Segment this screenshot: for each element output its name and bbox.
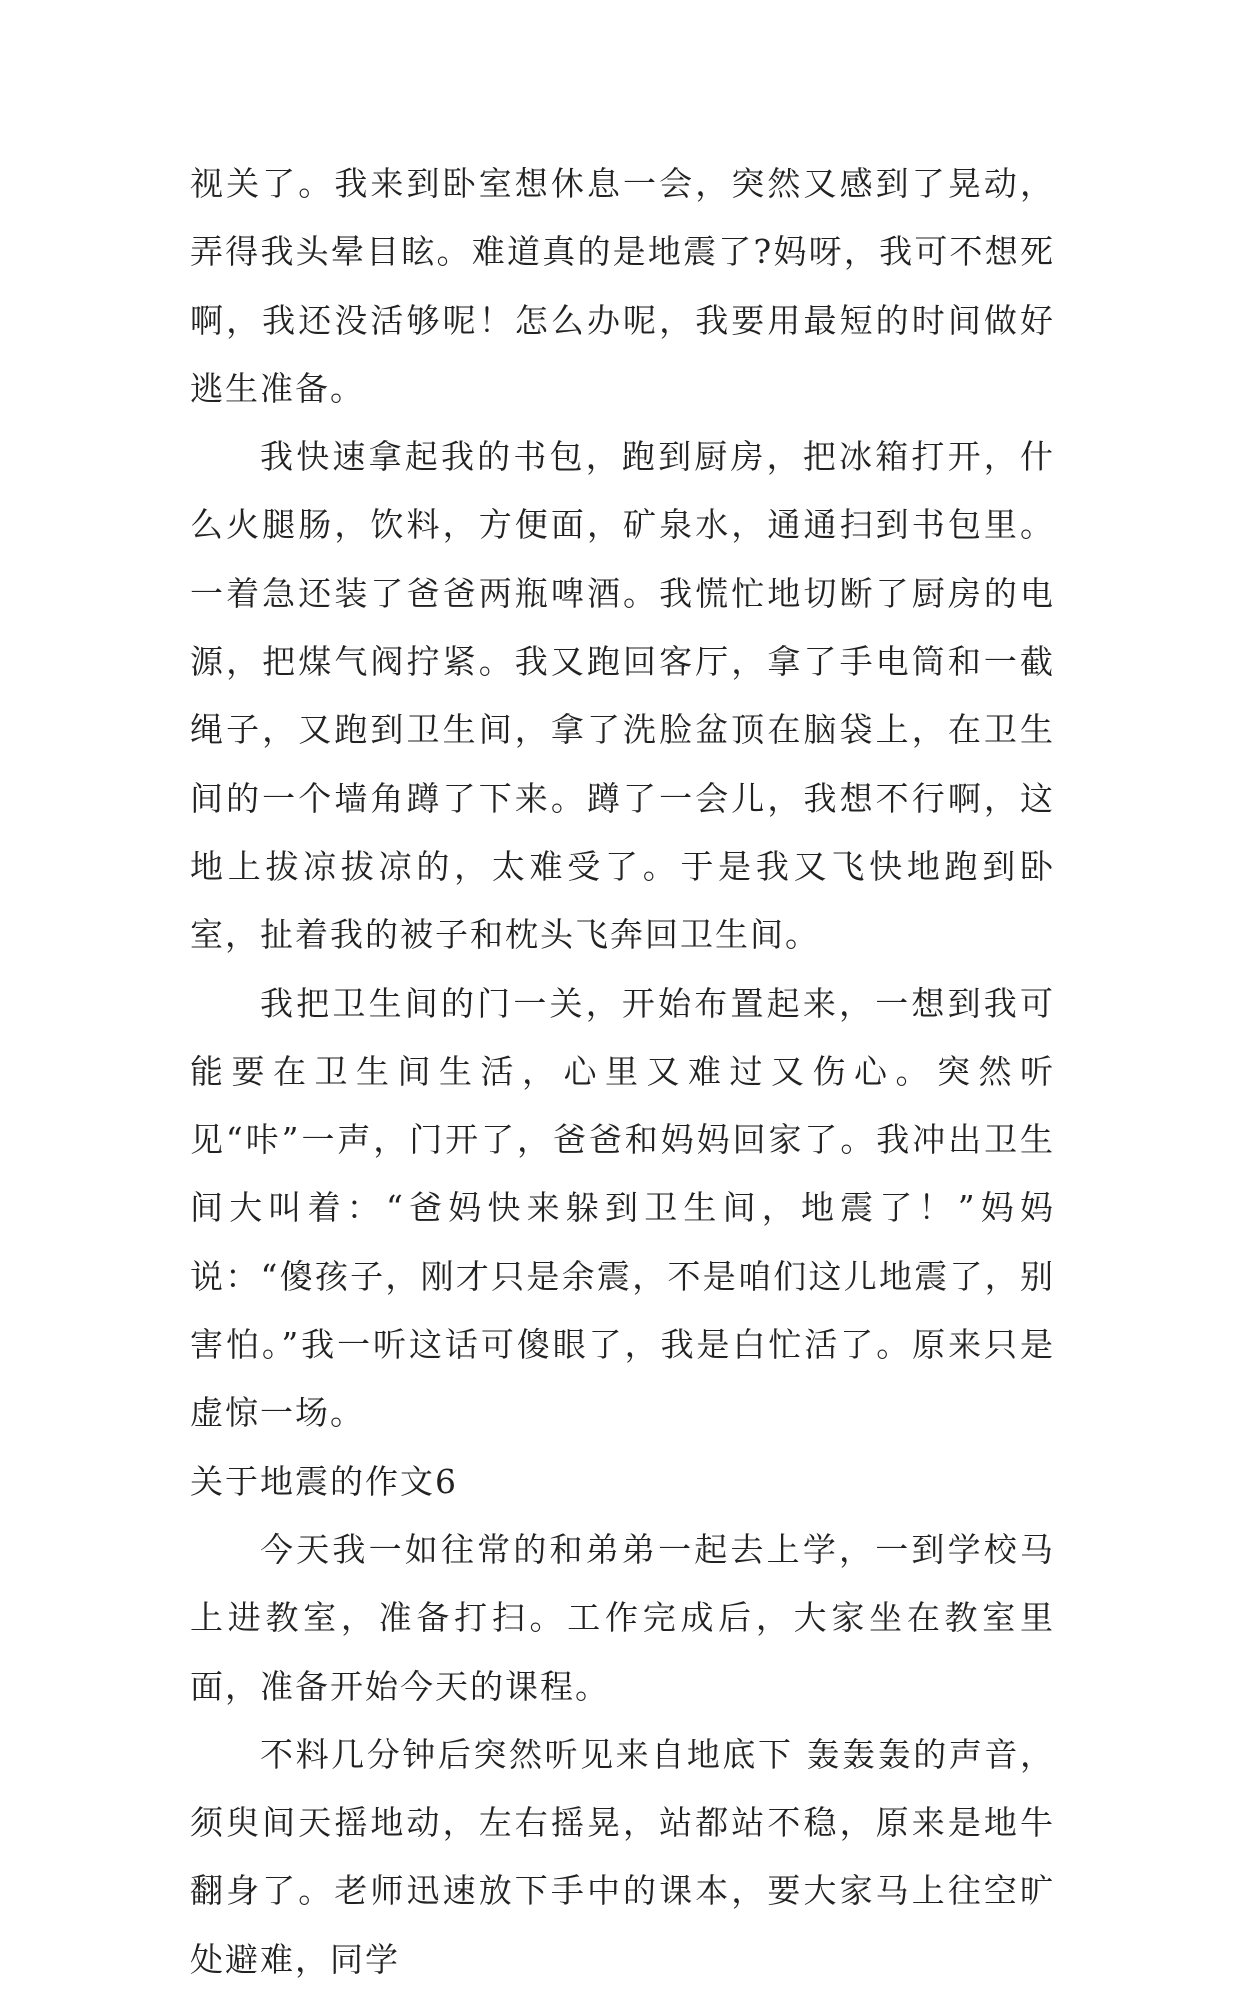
- paragraph: 我快速拿起我的书包，跑到厨房，把冰箱打开，什么火腿肠，饮料，方便面，矿泉水，通通扫到书包里。一着急还装了爸爸两瓶啤酒。我慌忙地切断了厨房的电源，把煤气阀拧紧。我又跑回客厅，拿了手电筒和一截绳子，又跑到卫生间，拿了洗脸盆顶在脑袋上，在卫生间的一个墙角蹲了下来。蹲了一会儿，我想不行啊，这地上拔凉拔凉的，太难受了。于是我又飞快地跑到卧室，扯着我的被子和枕头飞奔回卫生间。: [190, 437, 1055, 955]
- paragraph: 今天我一如往常的和弟弟一起去上学，一到学校马上进教室，准备打扫。工作完成后，大家坐在教室里面，准备开始今天的课程。: [190, 1529, 1055, 1706]
- paragraph: 我把卫生间的门一关，开始布置起来，一想到我可能要在卫生间生活，心里又难过又伤心。突然听见“咔”一声，门开了，爸爸和妈妈回家了。我冲出卫生间大叫着：“爸妈快来躲到卫生间，地震了！”妈妈说：“傻孩子，刚才只是余震，不是咱们这儿地震了，别害怕。”我一听这话可傻眼了，我是白忙活了。原来只是虚惊一场。: [190, 983, 1055, 1433]
- document-body: [190, 150, 1055, 1994]
- paragraph: 视关了。我来到卧室想休息一会，突然又感到了晃动，弄得我头晕目眩。难道真的是地震了?妈呀，我可不想死啊，我还没活够呢！怎么办呢，我要用最短的时间做好逃生准备。: [190, 164, 1055, 408]
- paragraph: 不料几分钟后突然听见来自地底下 轰轰轰的声音，须臾间天摇地动，左右摇晃，站都站不稳，原来是地牛翻身了。老师迅速放下手中的课本，要大家马上往空旷处避难，同学: [190, 1734, 1055, 1979]
- section-heading: 关于地震的作文6: [190, 1461, 458, 1501]
